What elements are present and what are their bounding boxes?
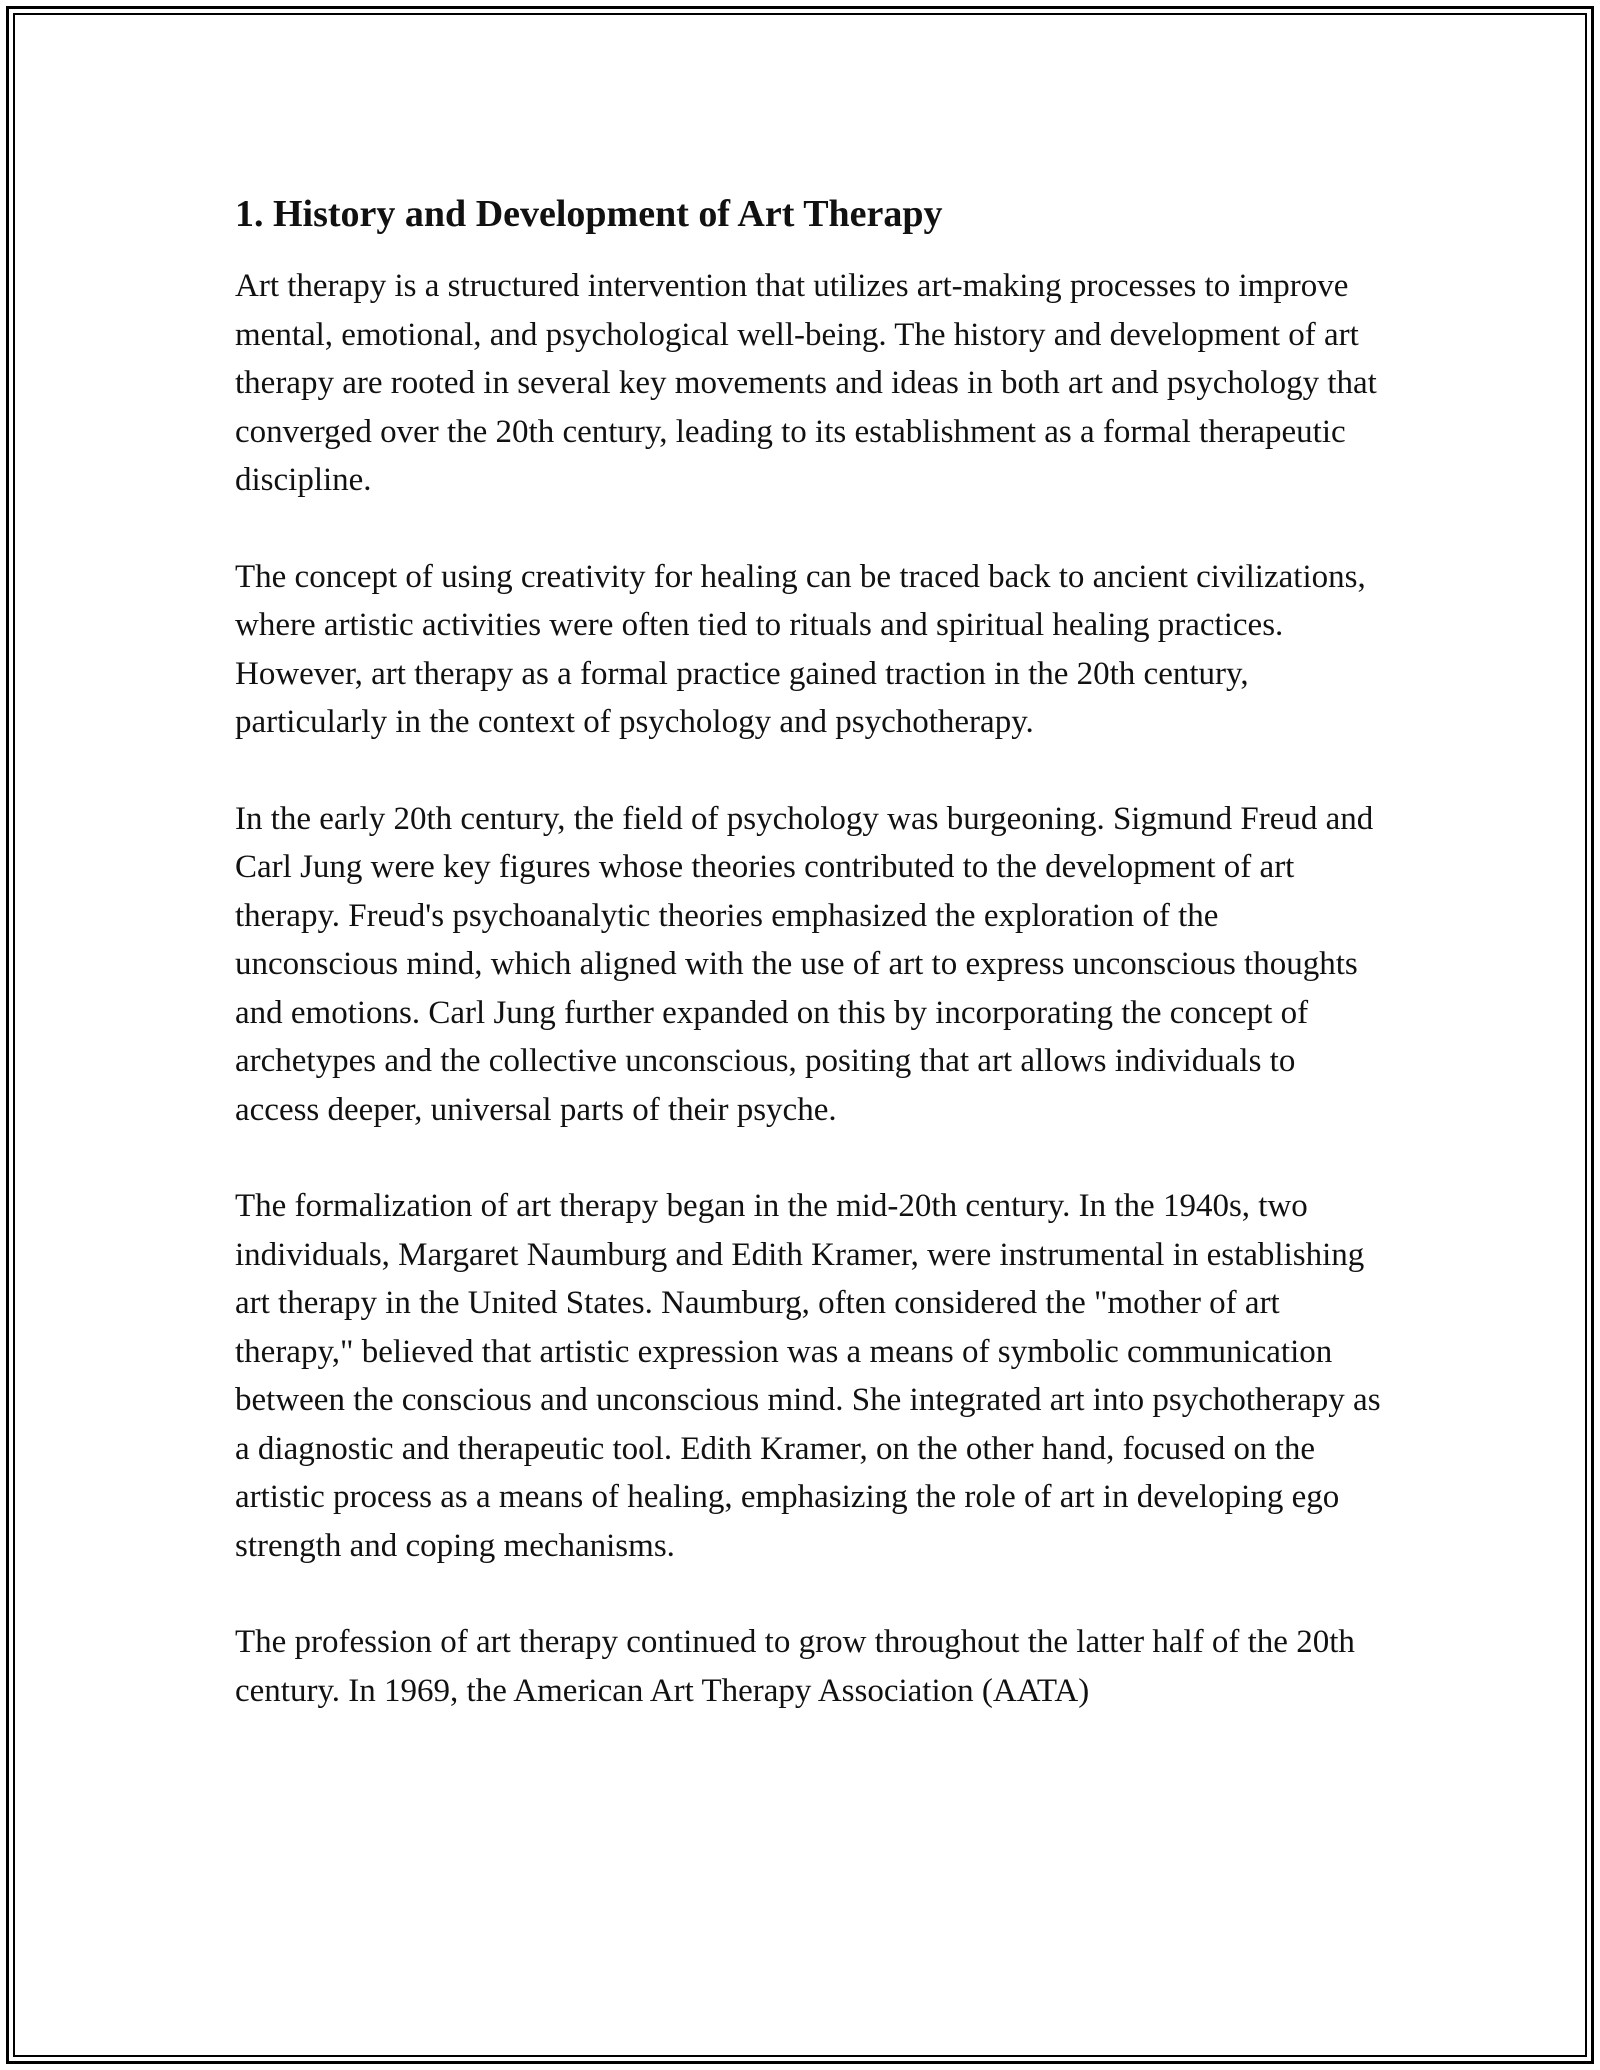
paragraph-profession-growth: The profession of art therapy continued to grow throughout the latter half of the 20th century. In 1969, the American Art Therapy Association (AATA) — [235, 1624, 1355, 1709]
paragraph-formalization: The formalization of art therapy began in the mid-20th century. In the 1940s, two individuals, Margaret Naumburg and Edith Kramer, were instrumental in establishing art therapy in the United States. Naumburg, often considered the "mother of art therapy," believed that artistic expression was a means of symbolic communication between the conscious and unconscious mind. She integrated art into psychotherapy as a diagnostic and therapeutic tool. Edith Kramer, on the other hand, focused on the artistic process as a means of healing, emphasizing the role of art in developing ego strength and coping mechanisms. — [235, 1188, 1381, 1564]
document-body — [235, 188, 1385, 1715]
paragraph-ancient-origins: The concept of using creativity for healing can be traced back to ancient civilizations, where artistic activities were often tied to rituals and spiritual healing practices. However, art therapy as a formal practice gained traction in the 20th century, particularly in the context of psychology and psychotherapy. — [235, 558, 1366, 740]
paragraph-freud-jung: In the early 20th century, the field of psychology was burgeoning. Sigmund Freud and Carl Jung were key figures whose theories contributed to the development of art therapy. Freud's psychoanalytic theories emphasized the exploration of the unconscious mind, which aligned with the use of art to express unconscious thoughts and emotions. Carl Jung further expanded on this by incorporating the concept of archetypes and the collective unconscious, positing that art allows individuals to access deeper, universal parts of their psyche. — [235, 800, 1374, 1128]
section-title: 1. History and Development of Art Therapy — [235, 193, 943, 235]
paragraph-intro: Art therapy is a structured intervention that utilizes art-making processes to improve mental, emotional, and psychological well-being. The history and development of art therapy are rooted in several key movements and ideas in both art and psychology that converged over the 20th century, leading to its establishment as a formal therapeutic discipline. — [235, 268, 1377, 498]
